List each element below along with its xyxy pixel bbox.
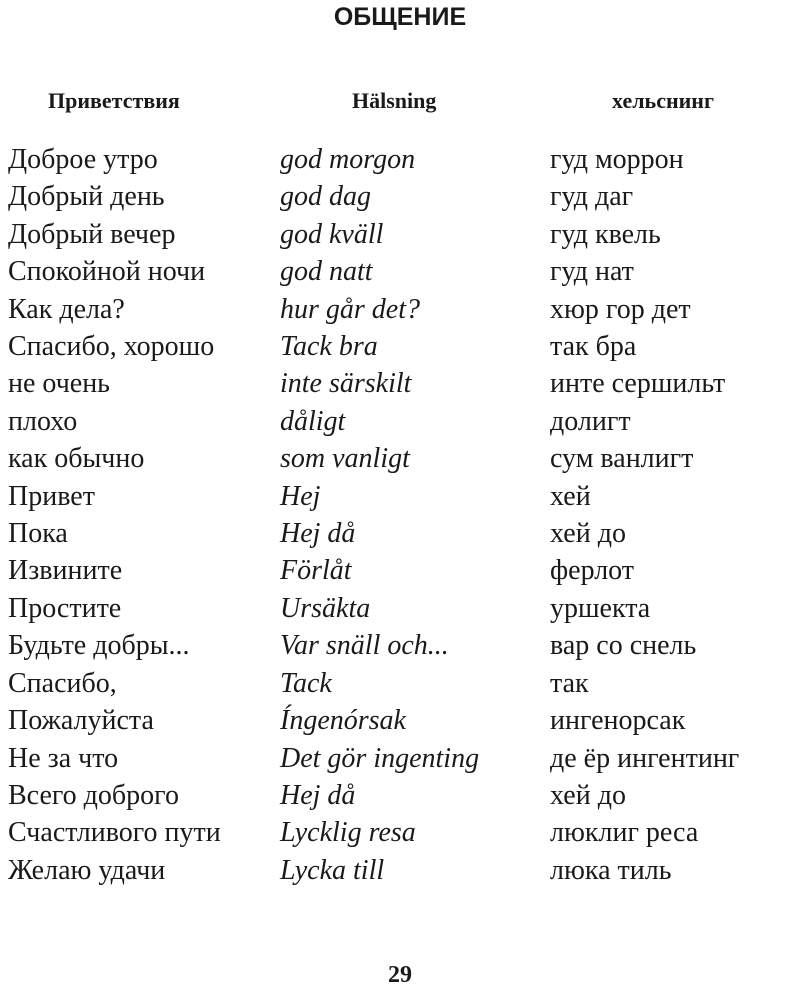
swedish-phrase: Hej då xyxy=(280,779,356,811)
russian-phrase: Извините xyxy=(8,555,123,587)
transcription: де ёр ингентинг xyxy=(550,742,740,774)
swedish-phrase: inte särskilt xyxy=(280,368,412,400)
table-row xyxy=(8,291,798,328)
russian-phrase: не очень xyxy=(8,368,110,400)
russian-phrase: Спокойной ночи xyxy=(8,256,206,288)
russian-phrase: Будьте добры... xyxy=(8,630,190,662)
transcription: хей xyxy=(550,480,591,512)
swedish-phrase: god natt xyxy=(280,256,373,288)
transcription: ингенорсак xyxy=(550,705,686,737)
russian-phrase: Простите xyxy=(8,592,122,624)
russian-phrase: Спасибо, хорошо xyxy=(8,331,215,363)
russian-phrase: плохо xyxy=(8,405,78,437)
header-russian: Приветствия xyxy=(48,88,180,113)
swedish-phrase: Hej då xyxy=(280,518,356,550)
swedish-phrase: Íngenórsak xyxy=(280,705,406,737)
table-row xyxy=(8,552,798,589)
transcription: долигт xyxy=(550,405,631,437)
table-row xyxy=(8,365,798,402)
table-row xyxy=(8,253,798,290)
swedish-phrase: god dag xyxy=(280,181,371,213)
table-row xyxy=(8,740,798,777)
header-swedish: Hälsning xyxy=(352,88,437,113)
transcription: гуд квель xyxy=(550,218,661,250)
russian-phrase: как обычно xyxy=(8,443,145,475)
transcription: гуд даг xyxy=(550,181,634,213)
table-row xyxy=(8,178,798,215)
table-row xyxy=(8,852,798,889)
swedish-phrase: Förlåt xyxy=(280,555,352,587)
swedish-phrase: Ursäkta xyxy=(280,592,371,624)
transcription: инте сершильт xyxy=(550,368,726,400)
swedish-phrase: som vanligt xyxy=(280,443,410,475)
table-row xyxy=(8,665,798,702)
russian-phrase: Доброе утро xyxy=(8,144,158,175)
swedish-phrase: Hej xyxy=(280,480,321,512)
swedish-phrase: Tack bra xyxy=(280,331,378,363)
table-row xyxy=(8,216,798,253)
russian-phrase: Как дела? xyxy=(8,293,125,325)
swedish-phrase: god kväll xyxy=(280,218,384,250)
russian-phrase: Счастливого пути xyxy=(8,817,221,849)
phrase-table xyxy=(8,141,798,889)
russian-phrase: Желаю удачи xyxy=(8,854,166,886)
page-number: 29 xyxy=(388,962,412,988)
table-row xyxy=(8,777,798,814)
column-headers xyxy=(0,88,800,120)
table-row xyxy=(8,814,798,851)
swedish-phrase: Tack xyxy=(280,667,332,699)
transcription: уршекта xyxy=(550,592,651,624)
table-row xyxy=(8,141,798,178)
transcription: хюр гор дет xyxy=(550,293,691,325)
transcription: люклиг реса xyxy=(550,817,699,849)
transcription: хей до xyxy=(550,518,626,550)
table-row xyxy=(8,590,798,627)
russian-phrase: Не за что xyxy=(8,742,119,774)
russian-phrase: Пожалуйста xyxy=(8,705,154,737)
table-row xyxy=(8,702,798,739)
swedish-phrase: hur går det? xyxy=(280,293,420,325)
transcription: ферлот xyxy=(550,555,635,587)
transcription: так xyxy=(550,667,589,699)
russian-phrase: Привет xyxy=(8,480,95,512)
russian-phrase: Пока xyxy=(8,518,68,550)
header-transcription: хельснинг xyxy=(612,88,714,113)
swedish-phrase: Det gör ingenting xyxy=(280,742,480,774)
transcription: гуд моррон xyxy=(550,144,684,175)
transcription: гуд нат xyxy=(550,256,634,288)
swedish-phrase: dåligt xyxy=(280,405,346,437)
table-row xyxy=(8,403,798,440)
table-row xyxy=(8,515,798,552)
russian-phrase: Всего доброго xyxy=(8,779,179,811)
swedish-phrase: Var snäll och... xyxy=(280,630,449,662)
russian-phrase: Добрый день xyxy=(8,181,165,213)
transcription: так бра xyxy=(550,331,637,363)
table-row xyxy=(8,627,798,664)
table-row xyxy=(8,328,798,365)
russian-phrase: Добрый вечер xyxy=(8,218,176,250)
page-title: ОБЩЕНИЕ xyxy=(333,3,467,31)
russian-phrase: Спасибо, xyxy=(8,667,117,699)
transcription: хей до xyxy=(550,779,626,811)
swedish-phrase: god morgon xyxy=(280,144,416,175)
swedish-phrase: Lycklig resa xyxy=(280,817,416,849)
transcription: люка тиль xyxy=(550,854,672,886)
transcription: сум ванлигт xyxy=(550,443,694,475)
table-row xyxy=(8,440,798,477)
transcription: вар со снель xyxy=(550,630,697,662)
table-row xyxy=(8,478,798,515)
swedish-phrase: Lycka till xyxy=(280,854,385,886)
